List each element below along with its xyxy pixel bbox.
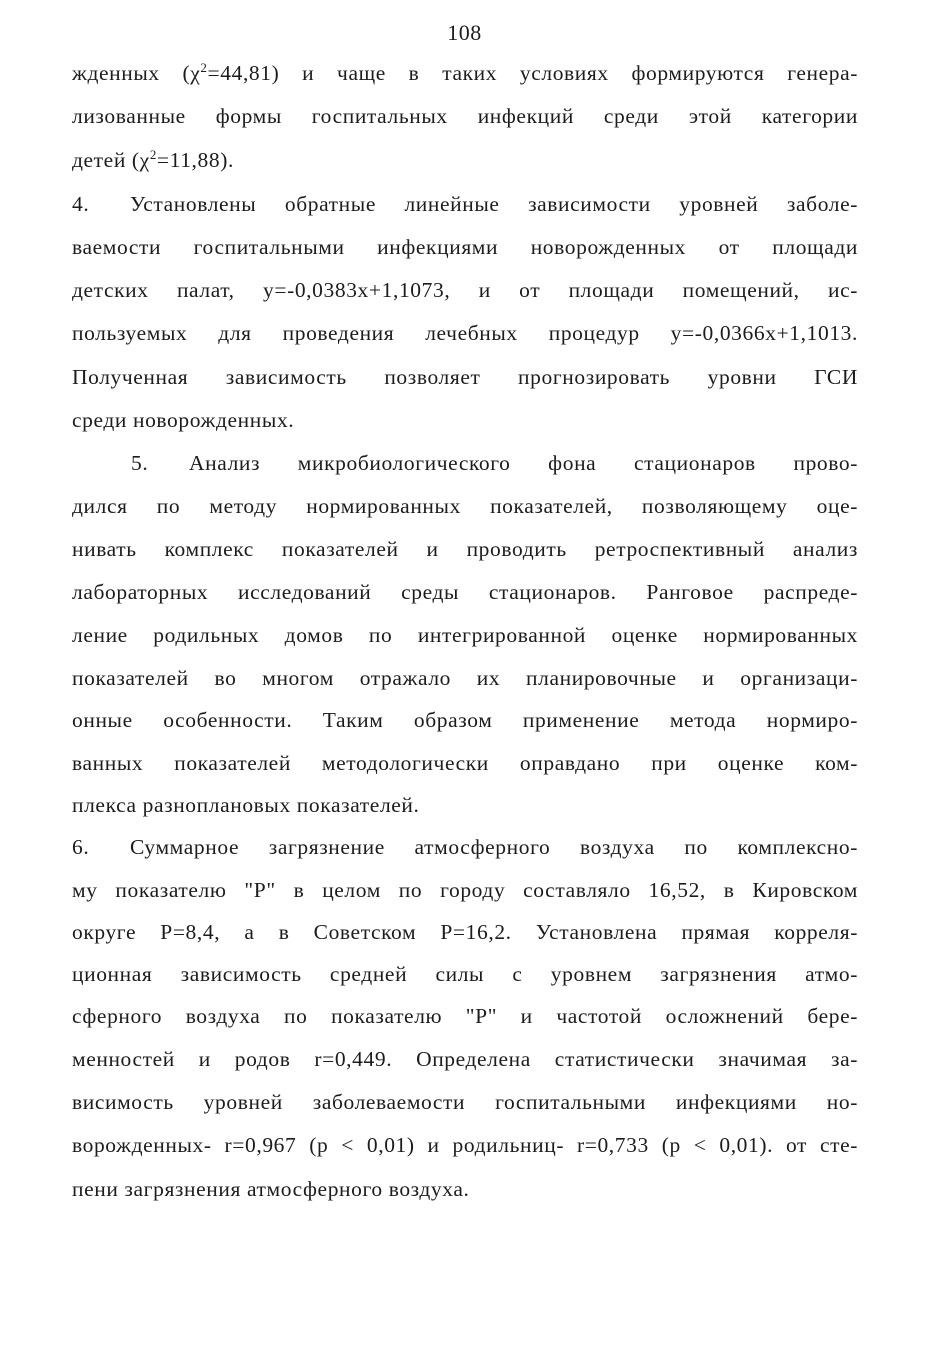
paragraph-5-line: ление родильных домов по интегрированной оценке нормированных <box>72 623 858 647</box>
paragraph-6-line: ционная зависимость средней силы с уровнем загрязнения атмо- <box>72 962 858 986</box>
text-fragment: =44,81) и чаще в таких условиях формируются генера- <box>207 61 858 85</box>
paragraph-5-line <box>72 448 858 478</box>
page-number: 108 <box>447 20 482 45</box>
paragraph-6-line: менностей и родов r=0,449. Определена статистически значимая за- <box>72 1047 858 1071</box>
paragraph-4-line: ваемости госпитальными инфекциями новорожденных от площади <box>72 235 858 259</box>
text-fragment: Суммарное загрязнение атмосферного воздуха по комплексно- <box>130 835 858 859</box>
paragraph-5-line: плекса разноплановых показателей. <box>72 793 420 817</box>
paragraph-5-line: нивать комплекс показателей и проводить ретроспективный анализ <box>72 537 858 561</box>
paragraph-6-line <box>72 832 858 862</box>
paragraph-4-line: Полученная зависимость позволяет прогнозировать уровни ГСИ <box>72 365 858 389</box>
paragraph-6-line: пени загрязнения атмосферного воздуха. <box>72 1177 470 1201</box>
superscript: 2 <box>149 146 157 162</box>
paragraph-5-line: показателей во многом отражало их планировочные и организаци- <box>72 666 858 690</box>
text-line: лизованные формы госпитальных инфекций среди этой категории <box>72 104 858 128</box>
paragraph-4-line: среди новорожденных. <box>72 408 295 432</box>
paragraph-5-line: ванных показателей методологически оправдано при оценке ком- <box>72 751 858 775</box>
paragraph-6-line: му показателю "Р" в целом по городу составляло 16,52, в Кировском <box>72 878 858 902</box>
text-fragment: детей (χ <box>72 148 150 172</box>
paragraph-4-line: пользуемых для проведения лечебных процедур у=-0,0366х+1,1013. <box>72 321 858 345</box>
text-fragment: =11,88). <box>156 148 234 172</box>
text-fragment: Анализ микробиологического фона стационаров прово- <box>189 451 858 475</box>
paragraph-4-line: детских палат, у=-0,0383х+1,1073, и от площади помещений, ис- <box>72 278 858 302</box>
superscript: 2 <box>200 59 208 75</box>
paragraph-6-line: сферного воздуха по показателю "Р" и частотой осложнений бере- <box>72 1004 858 1028</box>
paragraph-5-line: онные особенности. Таким образом применение метода нормиро- <box>72 708 858 732</box>
item-number: 5. <box>131 451 149 475</box>
item-number: 6. <box>72 835 90 859</box>
paragraph-5-line: дился по методу нормированных показателей, позволяющему оце- <box>72 494 858 518</box>
text-fragment: жденных (χ <box>72 61 201 85</box>
paragraph-4-line <box>72 189 858 219</box>
text-line <box>72 145 858 175</box>
paragraph-6-line: округе Р=8,4, а в Советском Р=16,2. Установлена прямая корреля- <box>72 920 858 944</box>
paragraph-6-line: ворожденных- r=0,967 (р < 0,01) и родильниц- r=0,733 (р < 0,01). от сте- <box>72 1133 858 1157</box>
text-line <box>72 58 858 88</box>
paragraph-5-line: лабораторных исследований среды стационаров. Ранговое распреде- <box>72 580 858 604</box>
paragraph-6-line: висимость уровней заболеваемости госпитальными инфекциями но- <box>72 1090 858 1114</box>
item-number: 4. <box>72 192 90 216</box>
text-fragment: Установлены обратные линейные зависимости уровней заболе- <box>130 192 858 216</box>
